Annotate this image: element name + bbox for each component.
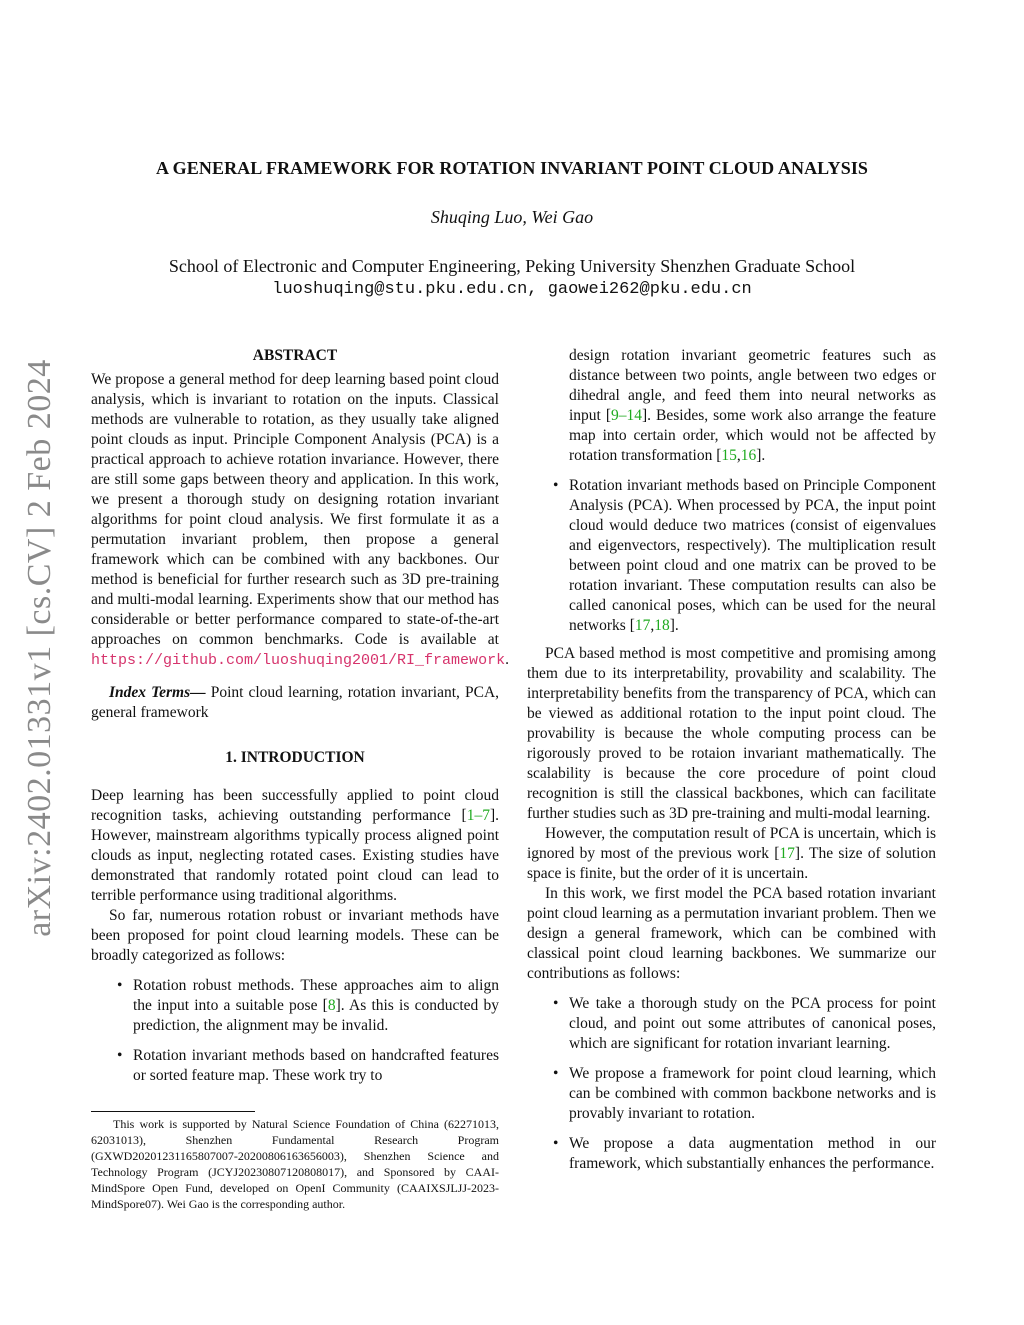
bullet-icon: • [553,1065,559,1082]
bullet-icon: • [553,477,559,494]
method-categories-list [91,976,499,1086]
bullet-3-text: Rotation invariant methods based on Principle Component Analysis (PCA). When processed by PCA, the input point cloud would deduce two matrices (consist of eigenvalues and eigenvectors, respectively). The multiplication result between point cloud and one matrix can be proved to be rotation invariant. These computation results can also be called canonical poses, which can be used for the neural networks [ [569,477,936,634]
cite-link[interactable]: 18 [654,617,670,634]
cite-link[interactable]: 15 [721,447,737,464]
list-item [527,1134,936,1174]
paper-affiliation: School of Electronic and Computer Engineering, Peking University Shenzhen Graduate School [168,256,856,276]
cite-link[interactable]: 17 [779,845,795,862]
bullet-1-text: Rotation robust methods. These approaches aim to align the input into a suitable pose [ [133,977,499,1014]
paper-title: A GENERAL FRAMEWORK FOR ROTATION INVARIANT POINT CLOUD ANALYSIS [155,158,869,178]
bullet-2-continued-text: design rotation invariant geometric features such as distance between two points, angle between two edges or dihedral angle, and feed them into neural networks as input [ [569,347,936,424]
abstract-end: . [505,651,509,668]
list-item: • Rotation invariant methods based on Principle Component Analysis (PCA). When processed by PCA, the input point cloud would deduce two matrices (consist of eigenvalues and eigenvectors, respectively). The multiplication result between point cloud and one matrix can be proved to be rotation invariant. These computation results can also be called canonical poses, which can be used for the neural networks [17,18]. [553,477,936,634]
intro-paragraph-4 [527,824,936,884]
cite-link[interactable]: 8 [327,997,336,1014]
bullet-2-text: Rotation invariant methods based on handcrafted features or sorted feature map. These work try to [133,1047,499,1084]
list-item [91,976,499,1036]
method-categories-list-continued [527,346,936,636]
footnote: This work is supported by Natural Science Foundation of China (62271013, 62031013), Shenzhen Fundamental Research Program (GXWD20201231165807007-20200806163656003), Shenzhen Science and Technology Program (JCYJ20230807120808017), and Sponsored by CAAI-MindSpore Open Fund, developed on OpenI Community (CAAIXSJLJJ-2023-MindSpore07). Wei Gao is the corresponding author. [91,1117,499,1211]
intro-paragraph-5: In this work, we first model the PCA based rotation invariant point cloud learning as a permutation invariant problem. Then we design a general framework, which can be combined with classical point cloud learning backbones. We summarize our contributions as follows: [527,885,936,982]
cite-link[interactable]: 1–7 [466,807,490,824]
intro-p4-text: However, the computation result of PCA is uncertain, which is ignored by most of the previous work [ [527,825,936,862]
cite-link[interactable]: 17 [634,617,651,634]
paper-emails: luoshuqing@stu.pku.edu.cn, gaowei262@pku.edu.cn [272,280,752,299]
arxiv-watermark: arXiv:2402.01331v1 [cs.CV] 2 Feb 2024 [21,359,58,937]
list-item [527,994,936,1054]
list-item [527,1064,936,1124]
cite-link[interactable]: 9–14 [611,407,643,424]
footnote-rule [91,1111,255,1112]
bullet-1-end: ]. As this is conducted by prediction, the alignment may be invalid. [133,997,500,1034]
index-terms [91,683,499,723]
cite-link[interactable]: 16 [740,447,757,464]
bullet-2-end: ]. [756,447,766,464]
intro-heading: 1. INTRODUCTION [225,749,365,766]
bullet-icon: • [553,995,559,1012]
list-item [527,346,936,466]
contribution-2-text: We propose a framework for point cloud learning, which can be combined with common backbone networks and is provably invariant to rotation. [569,1065,936,1122]
abstract-heading: ABSTRACT [252,347,338,364]
right-column [527,346,936,1174]
bullet-2-continuation [569,347,936,464]
bullet-icon: • [117,977,123,994]
contribution-1-text: We take a thorough study on the PCA process for point cloud, and point out some attributes of canonical poses, which are significant for rotation invariant learning. [569,995,936,1052]
intro-p1-end: ]. However, mainstream algorithms typically process aligned point clouds as input, neglecting rotated cases. Existing studies have demonstrated that randomly rotated point cloud can lead to terrible performance using traditional algorithms. [91,807,499,904]
abstract-body: We propose a general method for deep learning based point cloud analysis, which is invariant to rotation on the inputs. Classical methods are vulnerable to rotation, as they usually take aligned point clouds as input. Principle Component Analysis (PCA) is a practical approach to achieve rotation invariance. However, there are still some gaps between theory and application. In this work, we present a thorough study on designing rotation invariant algorithms for point cloud analysis. We first formulate it as a permutation invariant problem, then propose a general framework which can be combined with any backbones. Our method is beneficial for further research such as 3D pre-training and multi-modal learning. Experiments show that our method has considerable or better performance compared to state-of-the-art approaches on common benchmarks. Code is available at [91,371,499,648]
intro-paragraph-1 [91,786,499,906]
code-link[interactable]: https://github.com/luoshuqing2001/RI_framework [91,652,506,669]
abstract-text [91,370,509,671]
intro-p1-text: Deep learning has been successfully applied to point cloud recognition tasks, achieving outstanding performance [ [91,787,499,824]
intro-paragraph-3: PCA based method is most competitive and promising among them due to its interpretability, provability and scalability. The interpretability benefits from the transparency of PCA, which can be viewed as additional rotation to the input point cloud. The provability is because the whole computing process can be rigorously proved to be rotaion invariant mathematically. The scalability is because the core procedure of point cloud recognition is still the classical backbones, which can facilitate further studies such as 3D pre-training and multi-modal learning. [527,645,936,822]
bullet-3-end: ]. [669,617,679,634]
bullet-2-mid: ]. Besides, some work also arrange the feature map into certain order, which would not be affected by rotation transformation [ [569,407,936,464]
paper-authors: Shuqing Luo, Wei Gao [430,207,594,227]
contributions-list [527,994,936,1174]
cite-separator: , [736,447,741,464]
bullet-icon: • [553,1135,559,1152]
bullet-icon: • [117,1047,123,1064]
contribution-3-text: We propose a data augmentation method in our framework, which substantially enhances the performance. [569,1135,936,1172]
intro-paragraph-2: So far, numerous rotation robust or invariant methods have been proposed for point cloud learning models. These can be broadly categorized as follows: [91,907,499,964]
intro-p4-end: ]. The size of solution space is finite, but the order of it is uncertain. [527,845,936,882]
index-terms-text: Point cloud learning, rotation invariant, PCA, general framework [91,684,500,721]
list-item [91,1046,499,1086]
index-terms-label: Index Terms— [109,684,206,701]
left-column [91,346,509,1086]
